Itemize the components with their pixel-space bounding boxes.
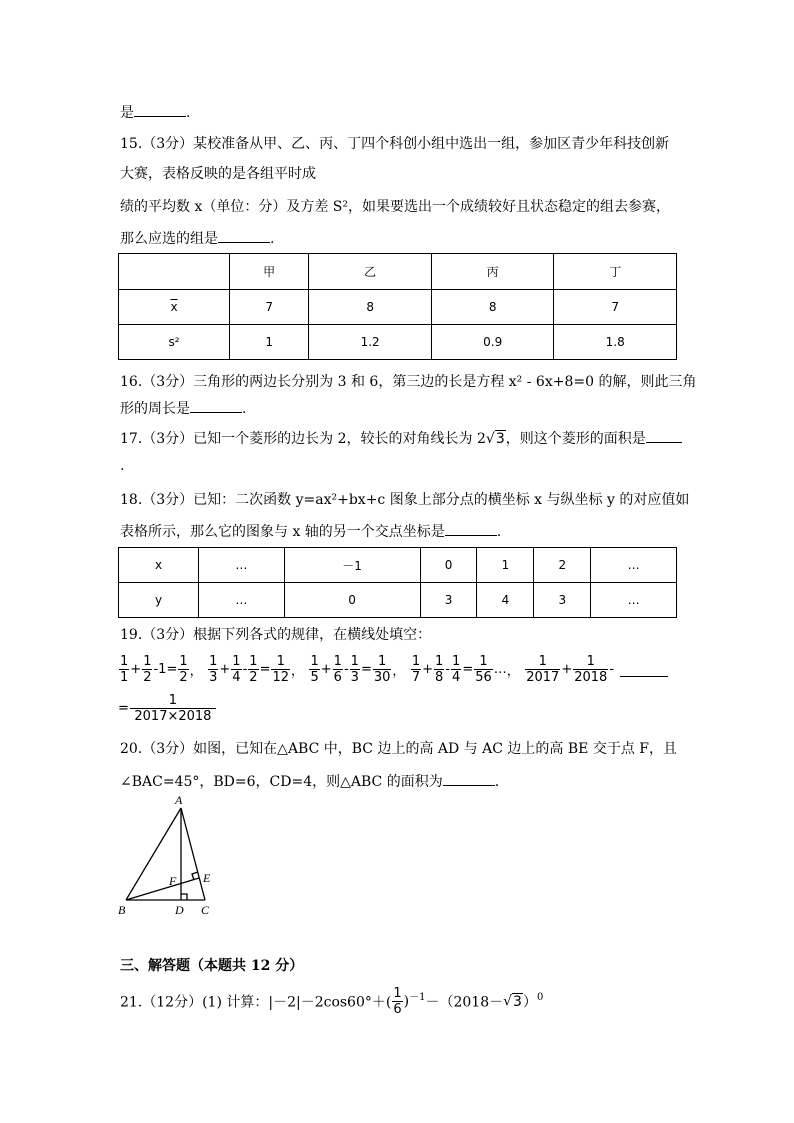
x-bar-label: $\overline{x}$ xyxy=(170,300,178,314)
q15-header-cell: 甲 xyxy=(230,254,309,290)
q15-line4 xyxy=(120,228,274,249)
label-e: E xyxy=(203,871,211,885)
fraction xyxy=(248,654,258,685)
minus: - xyxy=(609,662,615,677)
q20-line2-text: ∠BAC=45°，BD=6，CD=4，则△ABC 的面积为 xyxy=(120,774,443,790)
fraction xyxy=(411,654,421,685)
q18-end: . xyxy=(496,524,502,540)
q18-y-label: y xyxy=(119,583,199,618)
side-ac xyxy=(181,808,205,900)
denominator: 56 xyxy=(475,670,492,685)
fraction xyxy=(231,654,241,685)
q14-end: . xyxy=(186,105,191,121)
equals: = xyxy=(360,662,372,677)
q18-x-label: x xyxy=(119,548,199,583)
label-b: B xyxy=(118,903,126,917)
q15-line4-text: 那么应选的组是 xyxy=(120,231,218,247)
minus: - xyxy=(153,662,159,677)
numerator: 1 xyxy=(452,654,461,669)
q17-post: ，则这个菱形的面积是 xyxy=(505,431,646,447)
denominator: 2017×2018 xyxy=(134,709,212,724)
numerator: 1 xyxy=(393,986,402,1001)
q18-x-cell: … xyxy=(591,548,677,583)
q15-var-cell: 0.9 xyxy=(431,325,554,360)
q16-line1: 16.（3分）三角形的两边长分别为 3 和 6，第三边的长是方程 x² - 6x+8=0 的解，则此三角 xyxy=(120,374,697,390)
q15-header-cell: 丙 xyxy=(431,254,554,290)
q16-line2 xyxy=(120,398,246,419)
numerator: 1 xyxy=(474,654,493,670)
denominator: 2018 xyxy=(574,670,608,685)
plus: + xyxy=(219,662,231,677)
ellipsis: … xyxy=(493,662,507,677)
q20-end: . xyxy=(494,774,500,790)
q14-tail xyxy=(120,102,190,123)
q18-line2 xyxy=(120,521,501,542)
fraction xyxy=(474,654,493,685)
q15-mean-label xyxy=(119,290,230,325)
numerator: 1 xyxy=(232,654,241,669)
numerator: 1 xyxy=(130,693,216,709)
q20-answer-blank[interactable] xyxy=(443,771,495,786)
radicand: 3 xyxy=(495,431,505,447)
triangle-diagram xyxy=(112,792,224,920)
label-a: A xyxy=(175,793,183,807)
numerator: 1 xyxy=(209,654,218,669)
numerator: 1 xyxy=(435,654,444,669)
q15-mean-cell: 7 xyxy=(230,290,309,325)
q18-y-cell: 3 xyxy=(420,583,477,618)
q21-dash: －（2018－ xyxy=(425,994,504,1011)
equals: = xyxy=(462,662,474,677)
plus: + xyxy=(320,662,332,677)
fraction xyxy=(373,654,392,685)
q16-line2-text: 形的周长是 xyxy=(120,401,190,417)
q18-table xyxy=(118,547,677,618)
sqrt-3: √3 xyxy=(503,993,522,1010)
comma: ， xyxy=(392,664,406,679)
q17-answer-blank[interactable] xyxy=(646,428,682,443)
q19-answer-blank[interactable] xyxy=(620,662,668,677)
q16-end: . xyxy=(242,401,247,417)
equals: = xyxy=(166,662,178,677)
denominator: 1 xyxy=(120,670,129,685)
q21-close-paren: ) xyxy=(403,993,410,1010)
numerator: 1 xyxy=(271,654,290,670)
sqrt-3: √3 xyxy=(485,431,505,447)
denominator: 4 xyxy=(452,670,461,685)
q15-table xyxy=(118,253,677,360)
q15-mean-cell: 7 xyxy=(554,290,677,325)
q17-end: . xyxy=(120,458,125,474)
q15-line2: 大赛，表格反映的是各组平时成 xyxy=(120,166,316,182)
right-angle-d xyxy=(181,894,187,900)
fraction xyxy=(271,654,290,685)
numerator: 1 xyxy=(411,654,421,669)
minus: - xyxy=(242,662,248,677)
fraction xyxy=(434,654,444,685)
numerator: 1 xyxy=(373,654,392,670)
q15-line1: 15.（3分）某校准备从甲、乙、丙、丁四个科创小组中选出一组，参加区青少年科技创新 xyxy=(120,136,670,152)
label-f: F xyxy=(169,874,177,888)
q18-y-cell: … xyxy=(199,583,285,618)
denominator: 5 xyxy=(310,670,319,685)
q17-line1 xyxy=(120,428,682,449)
q20-line1: 20.（3分）如图，已知在△ABC 中，BC 边上的高 AD 与 AC 边上的高 BE 交于点 F，且 xyxy=(120,741,677,757)
denominator: 2 xyxy=(179,670,188,685)
fraction xyxy=(142,654,152,685)
numerator: 1 xyxy=(573,654,608,670)
q18-line2-text: 表格所示，那么它的图象与 x 轴的另一个交点坐标是 xyxy=(120,524,445,540)
minus: - xyxy=(445,662,451,677)
one: 1 xyxy=(158,662,167,677)
equals: = xyxy=(118,701,129,716)
numerator: 1 xyxy=(179,654,188,669)
numerator: 1 xyxy=(350,654,359,669)
q21-pre: 21.（12分）(1) 计算：|－2|－2cos60°＋( xyxy=(120,994,392,1011)
section-3-heading: 三、解答题（本题共 12 分） xyxy=(120,958,304,974)
q19-formula-row2 xyxy=(118,693,217,724)
denominator: 7 xyxy=(411,670,421,685)
minus: - xyxy=(343,662,349,677)
q15-var-cell: 1.8 xyxy=(554,325,677,360)
fraction xyxy=(178,654,188,685)
q21-close: ） xyxy=(522,994,537,1011)
q16-answer-blank[interactable] xyxy=(190,398,242,413)
q18-y-cell: 0 xyxy=(284,583,420,618)
q15-header-empty xyxy=(119,254,230,290)
denominator: 30 xyxy=(373,670,391,685)
denominator: 6 xyxy=(393,1002,402,1017)
q19-line1: 19.（3分）根据下列各式的规律，在横线处填空： xyxy=(120,627,432,643)
q20-line2 xyxy=(120,771,499,792)
q14-text: 是 xyxy=(120,105,134,121)
fraction xyxy=(573,654,608,685)
fraction xyxy=(451,654,461,685)
q17-pre: 17.（3分）已知一个菱形的边长为 2，较长的对角线长为 2 xyxy=(120,431,486,447)
numerator: 1 xyxy=(143,654,152,669)
numerator: 1 xyxy=(249,654,258,669)
denominator: 2017 xyxy=(526,670,560,685)
q15-end: . xyxy=(270,231,275,247)
q18-answer-blank[interactable] xyxy=(445,521,497,536)
q19-formula-row xyxy=(118,654,668,685)
denominator: 2 xyxy=(249,670,258,685)
q18-line1: 18.（3分）已知：二次函数 y=ax²+bx+c 图象上部分点的横坐标 x 与纵坐标 y 的对应值如 xyxy=(120,492,690,508)
denominator: 4 xyxy=(232,670,241,685)
fraction xyxy=(130,693,216,724)
plus: + xyxy=(561,662,573,677)
numerator: 1 xyxy=(333,654,342,669)
q15-mean-cell: 8 xyxy=(431,290,554,325)
exponent-neg1: －1 xyxy=(409,991,426,1003)
q18-x-cell: 1 xyxy=(477,548,534,583)
q15-var-cell: 1 xyxy=(230,325,309,360)
fraction xyxy=(309,654,319,685)
q18-x-cell: 0 xyxy=(420,548,477,583)
q18-y-cell: 4 xyxy=(477,583,534,618)
denominator: 3 xyxy=(350,670,359,685)
q15-answer-blank[interactable] xyxy=(218,228,270,243)
exponent-zero: 0 xyxy=(536,991,544,1003)
plus: + xyxy=(130,662,142,677)
fraction xyxy=(208,654,218,685)
denominator: 2 xyxy=(143,670,152,685)
q18-x-cell: … xyxy=(199,548,285,583)
denominator: 12 xyxy=(272,670,290,685)
q18-y-cell: 3 xyxy=(534,583,591,618)
denominator: 6 xyxy=(333,670,342,685)
fraction xyxy=(525,654,560,685)
label-c: C xyxy=(201,903,210,917)
q18-y-cell: … xyxy=(591,583,677,618)
fraction xyxy=(350,654,360,685)
plus: + xyxy=(422,662,434,677)
minus-one xyxy=(153,662,166,677)
radicand: 3 xyxy=(513,993,522,1010)
q15-var-cell: 1.2 xyxy=(309,325,432,360)
numerator: 1 xyxy=(120,654,129,669)
q14-answer-blank[interactable] xyxy=(134,102,186,117)
fraction xyxy=(333,654,343,685)
equals: = xyxy=(259,662,271,677)
q15-header-cell: 丁 xyxy=(554,254,677,290)
comma: ， xyxy=(189,664,203,679)
q21-line xyxy=(120,986,543,1017)
numerator: 1 xyxy=(525,654,560,670)
q18-x-cell: 2 xyxy=(534,548,591,583)
fraction xyxy=(119,654,129,685)
fraction-one-sixth xyxy=(392,986,402,1017)
denominator: 8 xyxy=(435,670,444,685)
label-d: D xyxy=(175,903,184,917)
comma: ， xyxy=(291,664,305,679)
numerator: 1 xyxy=(310,654,319,669)
q15-var-label: s² xyxy=(119,325,230,360)
denominator: 3 xyxy=(209,670,218,685)
q15-line3: 绩的平均数 x（单位：分）及方差 S²，如果要选出一个成绩较好且状态稳定的组去参赛， xyxy=(120,199,670,215)
q15-mean-cell: 8 xyxy=(309,290,432,325)
comma: ， xyxy=(506,664,520,679)
q15-header-cell: 乙 xyxy=(309,254,432,290)
q18-x-cell: －1 xyxy=(284,548,420,583)
